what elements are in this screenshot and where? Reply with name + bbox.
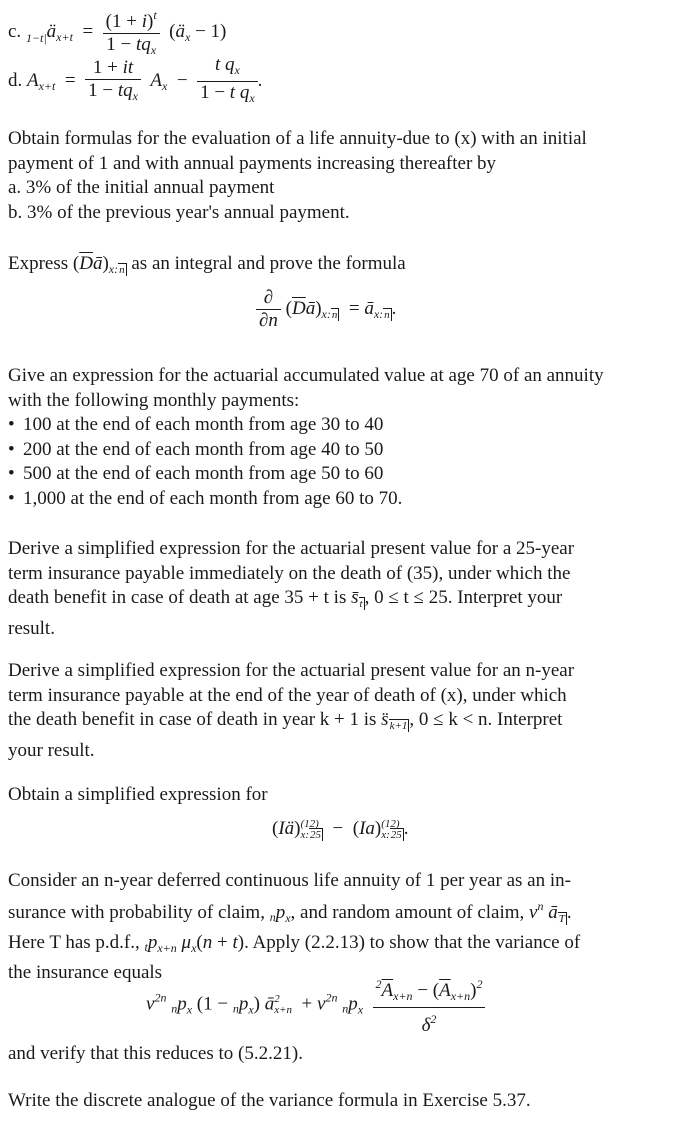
text-line: term insurance payable at the end of the year of death of (x), under which (8, 684, 567, 706)
text-line: result. (8, 617, 55, 639)
text-line: Here T has p.d.f., $_tp_{x+n}$ $\mu_x(n + t)$. Apply (2.2.13) to show that the variance of (8, 932, 581, 955)
text-line: the death benefit in case of death in year k + 1 is $s̈_{k+1}$ , 0 ≤ k < n. Interpret (8, 709, 563, 732)
exercise-term-n (8, 659, 683, 763)
text-line: Give an expression for the actuarial accumulated value at age 70 of an annuity (8, 365, 604, 386)
text-line: and verify that this reduces to (5.2.21). (8, 1043, 303, 1064)
formula-c: c. $_{1-t|}ä_{x+t}$ = $\frac{(1 + i)^t}{1 - tq_x}$ $(ä_x - 1)$ (8, 4, 226, 61)
text-line: with the following monthly payments: (8, 389, 300, 411)
list-item-b: b. 3% of the previous year's annual payment. (8, 201, 350, 223)
text-line: Consider an n-year deferred continuous life annuity of 1 per year as an in- (8, 870, 571, 891)
formula-variance: $v^{2n}$ $_np_x$ $(1 - _np_x)$ ā2 $x+n + v^{2n}$ $_np_x$ $\frac{^2\overline{A}_{x+n} - (\overline{A}_{x+n})^2}{\delta^2}$ (146, 973, 485, 1037)
text-line: the insurance equals (8, 961, 163, 983)
exercise-term-25 (8, 537, 683, 641)
formula-d: d. $A_{x+t}$ = $\frac{1 + it}{1 - tq_x}$ $A_x$ − $\frac{t q_x}{1 - t q_x}$ . (8, 54, 263, 105)
text-line: term insurance payable immediately on the death of (35), under which the (8, 562, 571, 584)
text-line: Write the discrete analogue of the variance formula in Exercise 5.37. (8, 1090, 531, 1111)
text-line: your result. (8, 739, 95, 761)
bullet-item: • 1,000 at the end of each month from age 60 to 70. (8, 487, 403, 509)
bullet-item: • 500 at the end of each month from age 50 to 60 (8, 463, 384, 484)
text-line: Obtain formulas for the evaluation of a life annuity-due to (x) with an initial (8, 128, 587, 149)
text-line: Obtain a simplified expression for (8, 784, 268, 805)
text-line: Derive a simplified expression for the actuarial present value for an n-year (8, 660, 575, 681)
exercise-increasing-annuity (8, 127, 683, 225)
exercise-deferred-annuity (8, 869, 683, 985)
text-line: Derive a simplified expression for the actuarial present value for a 25-year (8, 538, 575, 559)
exercise-deferred-verify (8, 1042, 683, 1067)
formula-increasing-difference: (Iä)(12) x:25 − (Ia)(12) x:25 . (272, 817, 409, 841)
exercise-integral: Express $(\overline{D}ā)_{x:n}$ as an integral and prove the formula (8, 253, 406, 276)
formula-derivative: $\frac{\partial}{\partial n}$ $(\overline{D}ā)_{x:n}$ = $ā_{x:n}$ . (256, 287, 396, 332)
formula-c-label: c. (8, 20, 22, 42)
text-line: surance with probability of claim, $_np_x$, and random amount of claim, $v^n$ $ā_T$ . (8, 898, 572, 925)
list-item-a: a. 3% of the initial annual payment (8, 177, 275, 198)
exercise-discrete-analogue (8, 1089, 683, 1114)
formula-d-label: d. (8, 69, 23, 91)
text-segment: Express (8, 253, 69, 274)
text-line: payment of 1 and with annual payments increasing thereafter by (8, 152, 497, 174)
exercise-simplified (8, 783, 683, 808)
exercise-accumulated-value (8, 364, 683, 511)
bullet-item: • 200 at the end of each month from age 40 to 50 (8, 438, 384, 460)
text-segment: as an integral and prove the formula (131, 253, 406, 274)
text-line: death benefit in case of death at age 35 + t is $s̄_t$ , 0 ≤ t ≤ 25. Interpret your (8, 587, 563, 610)
bullet-item: • 100 at the end of each month from age 30 to 40 (8, 414, 384, 435)
